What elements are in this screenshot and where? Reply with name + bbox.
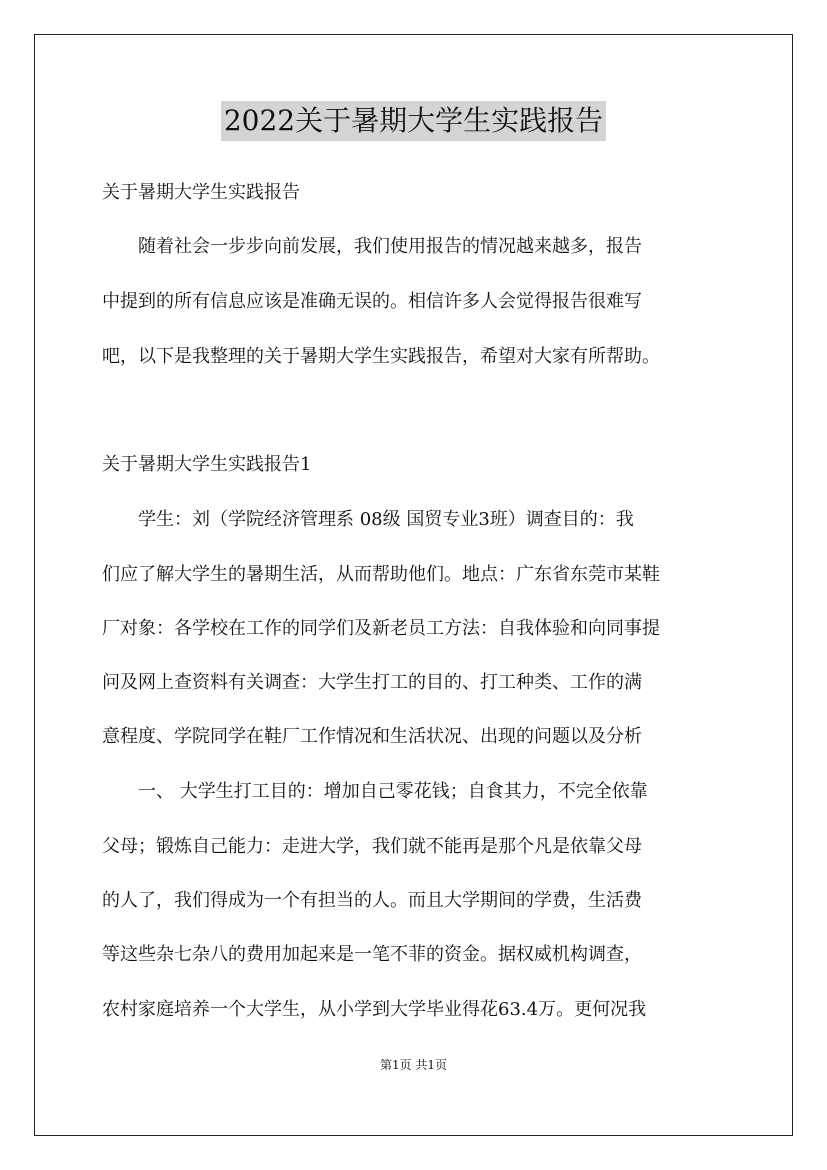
- page-number-footer: 第1页 共1页: [379, 1058, 448, 1072]
- paragraph-line: 父母；锻炼自己能力：走进大学，我们就不能再是那个凡是依靠父母: [102, 836, 642, 857]
- paragraph-line: 中提到的所有信息应该是准确无误的。相信许多人会觉得报告很难写: [102, 291, 642, 312]
- section-heading: 关于暑期大学生实践报告: [102, 182, 300, 203]
- paragraph-line: 吧，以下是我整理的关于暑期大学生实践报告，希望对大家有所帮助。: [102, 346, 660, 367]
- paragraph-line: 意程度、学院同学在鞋厂工作情况和生活状况、出现的问题以及分析: [102, 726, 642, 747]
- paragraph-line: 的人了，我们得成为一个有担当的人。而且大学期间的学费，生活费: [102, 890, 642, 911]
- paragraph-line: 等这些杂七杂八的费用加起来是一笔不菲的资金。据权威机构调查，: [102, 944, 642, 965]
- document-title: [0, 100, 827, 141]
- document-title-text: 2022关于暑期大学生实践报告: [221, 101, 606, 141]
- paragraph-line: 随着社会一步步向前发展，我们使用报告的情况越来越多，报告: [102, 236, 642, 257]
- paragraph-line: 学生：刘（学院经济管理系 08级 国贸专业3班）调查目的：我: [102, 509, 634, 530]
- paragraph-line: 农村家庭培养一个大学生，从小学到大学毕业得花63.4万。更何况我: [102, 999, 647, 1020]
- paragraph-line: 一、 大学生打工目的：增加自己零花钱；自食其力，不完全依靠: [102, 781, 648, 802]
- paragraph-line: 问及网上查资料有关调查：大学生打工的目的、打工种类、工作的满: [102, 672, 642, 693]
- section-heading: 关于暑期大学生实践报告1: [102, 454, 312, 475]
- paragraph-line: 厂对象：各学校在工作的同学们及新老员工方法：自我体验和向同事提: [102, 618, 660, 639]
- paragraph-line: 们应了解大学生的暑期生活，从而帮助他们。地点：广东省东莞市某鞋: [102, 564, 660, 585]
